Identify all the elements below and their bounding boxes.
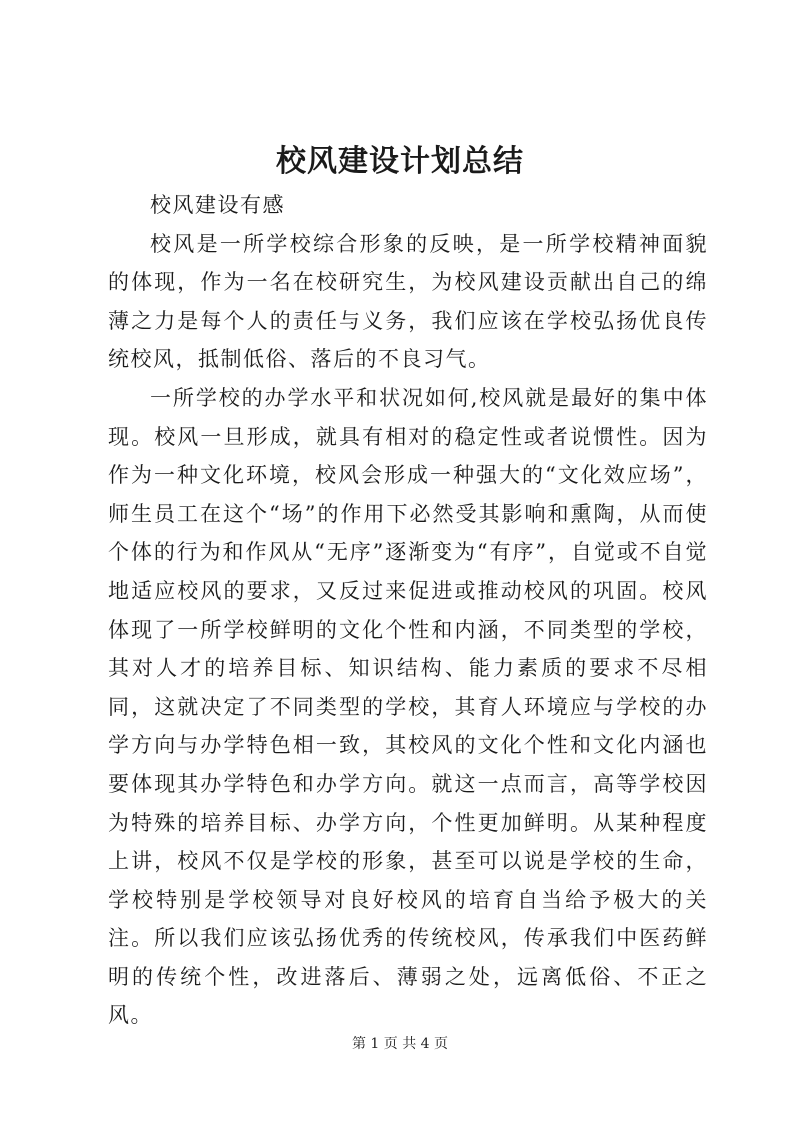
page-footer: 第 1 页 共 4 页 [351, 1036, 449, 1052]
paragraph-1: 校风是一所学校综合形象的反映，是一所学校精神面貌的体现，作为一名在校研究生，为校风建设贡献出自己的绵薄之力是每个人的责任与义务，我们应该在学校弘扬优良传统校风，抵制低俗、落后的不良习气。 [108, 231, 708, 372]
document-title: 校风建设计划总结 [276, 144, 524, 179]
document-body [108, 186, 708, 1035]
paragraph-2: 一所学校的办学水平和状况如何,校风就是最好的集中体现。校风一旦形成，就具有相对的稳定性或者说惯性。因为作为一种文化环境，校风会形成一种强大的“文化效应场”，师生员工在这个“场”的作用下必然受其影响和熏陶，从而使个体的行为和作风从“无序”逐渐变为“有序”，自觉或不自觉地适应校风的要求，又反过来促进或推动校风的巩固。校风体现了一所学校鲜明的文化个性和内涵，不同类型的学校，其对人才的培养目标、知识结构、能力素质的要求不尽相同，这就决定了不同类型的学校，其育人环境应与学校的办学方向与办学特色相一致，其校风的文化个性和文化内涵也要体现其办学特色和办学方向。就这一点而言，高等学校因为特殊的培养目标、办学方向，个性更加鲜明。从某种程度上讲，校风不仅是学校的形象，甚至可以说是学校的生命，学校特别是学校领导对良好校风的培育自当给予极大的关注。所以我们应该弘扬优秀的传统校风，传承我们中医药鲜明的传统个性，改进落后、薄弱之处，远离低俗、不正之风。 [108, 385, 708, 1028]
paragraph-subtitle: 校风建设有感 [150, 193, 285, 217]
